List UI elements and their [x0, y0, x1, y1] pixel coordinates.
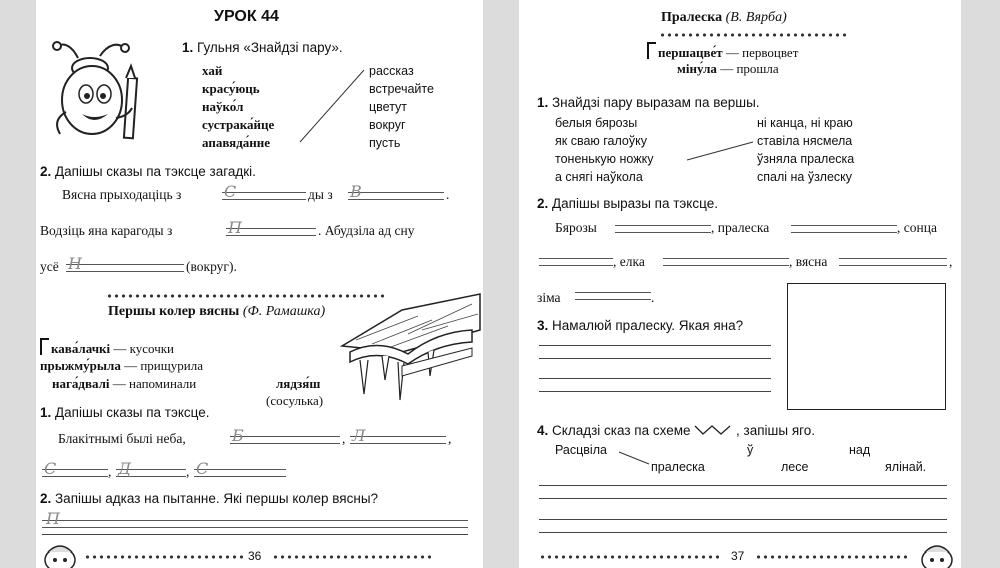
glossary-entry — [647, 42, 798, 61]
poem-title: Пралеска — [661, 10, 723, 25]
task-1-number: 1. — [182, 40, 194, 55]
icicle-word: лядзя́ш — [276, 376, 321, 391]
answer-line[interactable] — [539, 485, 947, 486]
answer-line[interactable] — [663, 258, 789, 266]
answer-line[interactable] — [42, 534, 468, 535]
task-1b-heading — [40, 405, 210, 420]
answer-line[interactable] — [42, 520, 468, 528]
phrase-word: , сонца — [897, 220, 937, 235]
answer-line[interactable] — [230, 436, 340, 444]
poem-heading — [661, 10, 787, 26]
comma: , — [108, 464, 112, 479]
bookmark-marker-icon — [647, 42, 656, 59]
answer-line[interactable] — [539, 498, 947, 499]
comma: , — [186, 464, 190, 479]
answer-line[interactable] — [66, 264, 184, 272]
answer-line[interactable] — [615, 225, 711, 233]
glossary-word: нага́двалі — [52, 376, 110, 391]
poem-heading — [108, 304, 325, 320]
scheme-word: Расцвіла — [555, 443, 607, 457]
handwriting-hint: П — [46, 509, 60, 528]
glossary-meaning: — напоминали — [112, 376, 197, 391]
glossary-meaning: — прошла — [720, 61, 779, 76]
task-1-heading — [182, 40, 343, 55]
task-2-number: 2. — [537, 196, 549, 211]
task-2-heading — [40, 164, 256, 179]
task-2b-heading — [40, 491, 378, 506]
task-2-number: 2. — [40, 164, 52, 179]
comma: , — [949, 254, 953, 269]
task-1b-number: 1. — [40, 405, 52, 420]
phrase-left: а снягі наўкола — [555, 170, 643, 184]
ornament-footer — [84, 553, 244, 561]
task-2b-number: 2. — [40, 491, 52, 506]
bookmark-marker-icon — [40, 338, 49, 355]
mascot-corner-icon — [40, 538, 80, 568]
comma: , — [448, 431, 452, 446]
phrase-word: , вясна — [789, 254, 828, 269]
glossary-entry — [40, 358, 203, 374]
ornament-footer — [539, 553, 719, 561]
pair-right-word: вокруг — [369, 118, 406, 132]
task-2-line-1-mid: ды з — [308, 187, 333, 202]
handwriting-hint: С — [196, 459, 209, 478]
task-3-text: Намалюй пралеску. Якая яна? — [552, 318, 744, 333]
glossary-meaning: — первоцвет — [725, 45, 799, 60]
glossary-entry — [677, 61, 779, 77]
task-2b-text: Запішы адказ на пытанне. Які першы колер вясны? — [55, 491, 379, 506]
phrase-word: зіма — [537, 290, 561, 305]
phrase-start: Бярозы — [555, 220, 597, 235]
pair-left-word: красу́юць — [202, 81, 260, 96]
task-2-heading — [537, 196, 718, 211]
glossary-word: прыжму́рыла — [40, 358, 121, 373]
pair-left-word: сустрака́йце — [202, 117, 275, 132]
answer-line[interactable] — [575, 292, 651, 300]
handwriting-hint: В — [350, 182, 362, 201]
pair-right-word: пусть — [369, 136, 401, 150]
phrase-right: спалі на ўзлеску — [757, 170, 853, 184]
glossary-entry — [40, 338, 174, 357]
answer-line[interactable] — [539, 519, 947, 520]
task-1-text: Знайдзі пару выразам па вершы. — [552, 95, 760, 110]
glossary-meaning: — прищурила — [124, 358, 203, 373]
task-2-line-2-start: Водзіць яна карагоды з — [40, 223, 173, 238]
task-1-number: 1. — [537, 95, 549, 110]
poem-author: (В. Вярба) — [725, 10, 787, 25]
scheme-word: ў — [747, 443, 754, 457]
glossary-word: кава́лачкі — [51, 341, 111, 356]
pair-left-word: наўко́л — [202, 99, 244, 114]
matching-line — [298, 66, 368, 146]
pair-right-word: цветут — [369, 100, 408, 114]
scheme-word: над — [849, 443, 871, 457]
handwriting-hint: С — [224, 182, 237, 201]
answer-line[interactable] — [539, 258, 613, 266]
answer-line[interactable] — [539, 532, 947, 533]
pair-left-word: апавяда́нне — [202, 135, 271, 150]
icicle-meaning: (сосулька) — [266, 393, 324, 408]
phrase-left: як сваю галоўку — [555, 134, 647, 148]
scheme-word: лесе — [781, 460, 809, 474]
answer-line[interactable] — [539, 345, 771, 346]
phrase-right: ўзняла пралеска — [757, 152, 855, 166]
task-2-text: Дапішы выразы па тэксце. — [552, 196, 718, 211]
glossary-meaning: — кусочки — [113, 341, 175, 356]
task-2-text: Дапішы сказы па тэксце загадкі. — [55, 164, 256, 179]
task-2-line-3-start: усё — [40, 259, 59, 274]
pair-right-word: рассказ — [369, 64, 414, 78]
drawing-box[interactable] — [787, 283, 946, 410]
right-page — [519, 0, 961, 568]
page-number: 37 — [731, 549, 745, 563]
answer-line[interactable] — [791, 225, 897, 233]
matching-line — [685, 140, 757, 164]
task-4-heading — [537, 423, 815, 438]
task-2-line-1-start: Вясна прыходаціць з — [62, 187, 182, 202]
comma: , — [342, 431, 346, 446]
task-4-text-end: , запішы яго. — [736, 423, 816, 438]
answer-line[interactable] — [539, 358, 771, 359]
glossary-entry — [52, 376, 196, 392]
answer-line[interactable] — [839, 258, 947, 266]
glossary-word: першацве́т — [658, 45, 723, 60]
phrase-left: белыя бярозы — [555, 116, 638, 130]
task-1-text: Гульня «Знайдзі пару». — [197, 40, 343, 55]
phrase-left: тоненькую ножку — [555, 152, 654, 166]
poem-author: (Ф. Рамашка) — [242, 304, 326, 319]
answer-line[interactable] — [539, 378, 771, 379]
phrase-word: , пралеска — [711, 220, 770, 235]
task-2-line-2-end: . Абудзіла ад сну — [318, 223, 415, 238]
handwriting-hint: Б — [232, 426, 244, 445]
ornament-divider — [659, 31, 849, 39]
scheme-word: пралеска — [651, 460, 705, 474]
page-number: 36 — [248, 549, 262, 563]
task-3-number: 3. — [537, 318, 549, 333]
ornament-footer — [755, 553, 911, 561]
handwriting-hint: Л — [352, 426, 366, 445]
lesson-title: УРОК 44 — [214, 8, 279, 25]
ant-mascot-illustration — [44, 38, 152, 156]
pair-right-word: встречайте — [369, 82, 434, 96]
zigzag-scheme-icon — [694, 424, 732, 436]
task-2-line-3-end: (вокруг). — [186, 259, 237, 274]
task-3-heading — [537, 318, 743, 333]
handwriting-hint: Н — [68, 254, 82, 273]
glossary-word: міну́ла — [677, 61, 717, 76]
task-4-number: 4. — [537, 423, 549, 438]
period: . — [446, 187, 450, 202]
period: . — [651, 290, 655, 305]
left-page — [36, 0, 483, 568]
ornament-footer — [272, 553, 432, 561]
answer-line[interactable] — [539, 391, 771, 392]
task-4-text-start: Складзі сказ па схеме — [552, 423, 691, 438]
phrase-right: ставіла нясмела — [757, 134, 853, 148]
mascot-corner-icon — [917, 538, 957, 568]
task-1-heading — [537, 95, 760, 110]
pair-left-word: хай — [202, 63, 223, 78]
roof-icicles-illustration — [332, 290, 482, 410]
scheme-word: ялінай. — [885, 460, 927, 474]
task-1b-text: Дапішы сказы па тэксце. — [55, 405, 210, 420]
answer-line[interactable] — [348, 192, 444, 200]
phrase-right: ні канца, ні краю — [757, 116, 853, 130]
handwriting-hint: Д — [118, 459, 132, 478]
phrase-word: , елка — [613, 254, 645, 269]
scheme-arrow-line — [617, 450, 653, 466]
task-1b-sentence: Блакітнымі былі неба, — [58, 431, 186, 446]
poem-title: Першы колер вясны — [108, 304, 240, 319]
handwriting-hint: П — [228, 218, 242, 237]
handwriting-hint: С — [44, 459, 57, 478]
